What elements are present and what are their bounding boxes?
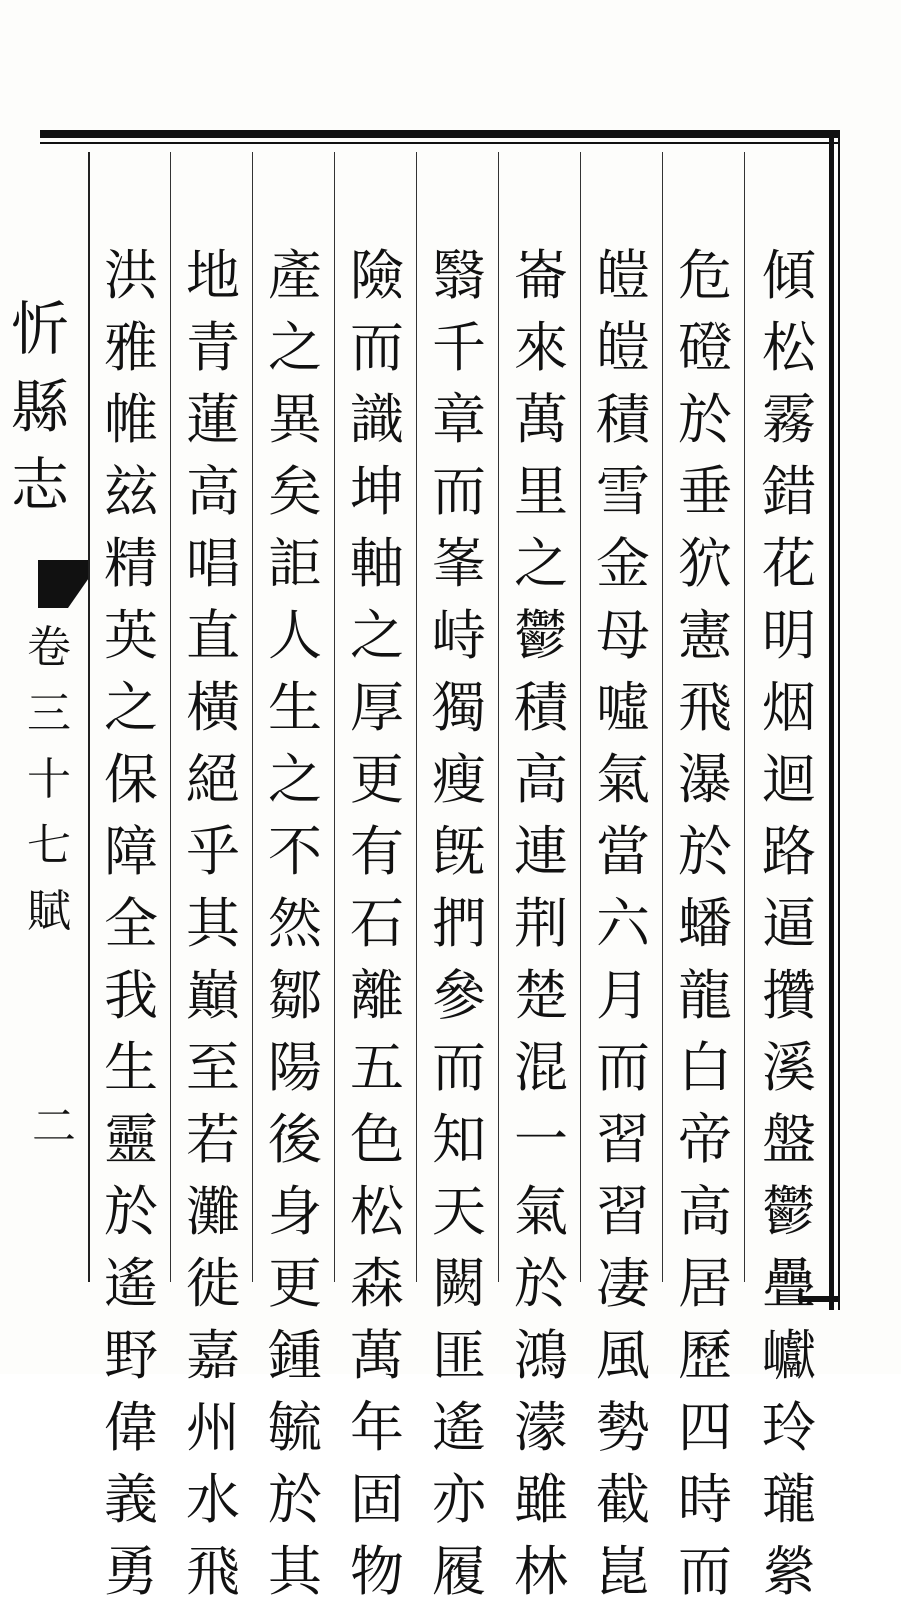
page-margin (0, 140, 88, 1300)
text-character: 人 (268, 604, 322, 667)
text-character: 生 (104, 1036, 158, 1099)
text-character: 勇 (104, 1540, 158, 1603)
text-character: 歷 (678, 1324, 732, 1387)
text-character: 不 (268, 820, 322, 883)
text-character: 地 (186, 244, 240, 307)
chapter-character: 賦 (27, 886, 71, 937)
text-character: 峯 (432, 532, 486, 595)
text-character: 高 (678, 1180, 732, 1243)
text-character: 矣 (268, 460, 322, 523)
text-character: 混 (514, 1036, 568, 1099)
text-character: 州 (186, 1396, 240, 1459)
text-character: 於 (514, 1252, 568, 1315)
text-character: 野 (104, 1324, 158, 1387)
fish-tail-mark-icon (38, 560, 88, 608)
text-character: 松 (762, 316, 816, 379)
text-character: 明 (762, 604, 816, 667)
text-character: 天 (432, 1180, 486, 1243)
text-column-5 (418, 240, 500, 1603)
text-character: 身 (268, 1180, 322, 1243)
text-character: 而 (678, 1540, 732, 1603)
text-character: 其 (268, 1540, 322, 1603)
text-character: 偉 (104, 1396, 158, 1459)
text-character: 勢 (596, 1396, 650, 1459)
text-character: 水 (186, 1468, 240, 1531)
text-character: 連 (514, 820, 568, 883)
text-character: 崙 (514, 244, 568, 307)
text-character: 濛 (514, 1396, 568, 1459)
text-character: 噓 (596, 676, 650, 739)
text-character: 玲 (762, 1396, 816, 1459)
text-character: 松 (350, 1180, 404, 1243)
text-character: 來 (514, 316, 568, 379)
text-character: 固 (350, 1468, 404, 1531)
text-character: 里 (514, 460, 568, 523)
text-character: 遙 (104, 1252, 158, 1315)
text-character: 雪 (596, 460, 650, 523)
text-character: 毓 (268, 1396, 322, 1459)
text-character: 一 (514, 1108, 568, 1171)
text-character: 風 (596, 1324, 650, 1387)
text-character: 危 (678, 244, 732, 307)
text-character: 峙 (432, 604, 486, 667)
text-character: 荆 (514, 892, 568, 955)
chapter-character: 十 (27, 754, 71, 805)
text-character: 逼 (762, 892, 816, 955)
text-character: 鄒 (268, 964, 322, 1027)
chapter-character: 三 (27, 688, 71, 739)
text-column-3 (582, 240, 664, 1603)
text-character: 帷 (104, 388, 158, 451)
text-column-6 (336, 240, 418, 1603)
text-character: 識 (350, 388, 404, 451)
text-character: 四 (678, 1396, 732, 1459)
text-character: 年 (350, 1396, 404, 1459)
text-character: 精 (104, 532, 158, 595)
text-character: 險 (350, 244, 404, 307)
text-character: 花 (762, 532, 816, 595)
text-character: 於 (678, 388, 732, 451)
text-character: 積 (596, 388, 650, 451)
text-character: 烟 (762, 676, 816, 739)
text-character: 更 (350, 748, 404, 811)
text-character: 至 (186, 1036, 240, 1099)
chapter-label (14, 615, 84, 945)
text-character: 路 (762, 820, 816, 883)
text-character: 積 (514, 676, 568, 739)
title-character: 縣 (10, 373, 69, 441)
text-character: 六 (596, 892, 650, 955)
text-character: 雖 (514, 1468, 568, 1531)
text-character: 之 (268, 748, 322, 811)
text-character: 直 (186, 604, 240, 667)
text-character: 靈 (104, 1108, 158, 1171)
text-character: 我 (104, 964, 158, 1027)
text-character: 之 (350, 604, 404, 667)
text-character: 然 (268, 892, 322, 955)
text-character: 母 (596, 604, 650, 667)
text-character: 生 (268, 676, 322, 739)
text-character: 離 (350, 964, 404, 1027)
text-character: 鬱 (514, 604, 568, 667)
text-character: 蟠 (678, 892, 732, 955)
text-column-1 (748, 240, 830, 1603)
right-border-inner-rule (838, 130, 840, 1310)
text-character: 玆 (104, 460, 158, 523)
text-character: 攢 (762, 964, 816, 1027)
text-character: 高 (186, 460, 240, 523)
text-character: 高 (514, 748, 568, 811)
text-character: 障 (104, 820, 158, 883)
text-character: 蓮 (186, 388, 240, 451)
text-character: 萬 (350, 1324, 404, 1387)
text-character: 異 (268, 388, 322, 451)
title-character: 忻 (10, 295, 69, 363)
text-column-2 (664, 240, 746, 1603)
text-character: 唱 (186, 532, 240, 595)
text-character: 瀑 (678, 748, 732, 811)
text-character: 凄 (596, 1252, 650, 1315)
text-character: 絕 (186, 748, 240, 811)
text-character: 當 (596, 820, 650, 883)
text-character: 月 (596, 964, 650, 1027)
text-character: 森 (350, 1252, 404, 1315)
text-character: 鴻 (514, 1324, 568, 1387)
text-character: 闕 (432, 1252, 486, 1315)
text-character: 嘉 (186, 1324, 240, 1387)
text-character: 瓏 (762, 1468, 816, 1531)
text-character: 亦 (432, 1468, 486, 1531)
text-character: 更 (268, 1252, 322, 1315)
text-character: 居 (678, 1252, 732, 1315)
text-character: 橫 (186, 676, 240, 739)
text-character: 於 (268, 1468, 322, 1531)
text-character: 洪 (104, 244, 158, 307)
text-character: 林 (514, 1540, 568, 1603)
folio-number: 二 (32, 1101, 76, 1152)
text-character: 氣 (596, 748, 650, 811)
text-character: 後 (268, 1108, 322, 1171)
text-character: 軸 (350, 532, 404, 595)
text-character: 縈 (762, 1540, 816, 1603)
text-character: 捫 (432, 892, 486, 955)
text-character: 產 (268, 244, 322, 307)
text-character: 色 (350, 1108, 404, 1171)
text-character: 石 (350, 892, 404, 955)
text-character: 遙 (432, 1396, 486, 1459)
text-character: 陽 (268, 1036, 322, 1099)
text-character: 鍾 (268, 1324, 322, 1387)
text-character: 習 (596, 1180, 650, 1243)
book-title (0, 290, 80, 524)
text-character: 截 (596, 1468, 650, 1531)
text-character: 皚 (596, 316, 650, 379)
text-character: 垂 (678, 460, 732, 523)
text-character: 五 (350, 1036, 404, 1099)
text-character: 而 (432, 460, 486, 523)
text-character: 徙 (186, 1252, 240, 1315)
text-character: 疊 (762, 1252, 816, 1315)
text-column-9 (90, 240, 172, 1603)
text-column-4 (500, 240, 582, 1603)
text-character: 龍 (678, 964, 732, 1027)
text-character: 崑 (596, 1540, 650, 1603)
text-character: 章 (432, 388, 486, 451)
text-character: 巘 (762, 1324, 816, 1387)
top-border-rule (40, 130, 838, 138)
text-character: 金 (596, 532, 650, 595)
text-character: 瘦 (432, 748, 486, 811)
text-character: 乎 (186, 820, 240, 883)
text-character: 義 (104, 1468, 158, 1531)
text-character: 楚 (514, 964, 568, 1027)
text-character: 其 (186, 892, 240, 955)
text-character: 獨 (432, 676, 486, 739)
text-character: 於 (678, 820, 732, 883)
text-character: 參 (432, 964, 486, 1027)
text-character: 氣 (514, 1180, 568, 1243)
text-character: 詎 (268, 532, 322, 595)
text-character: 飛 (678, 676, 732, 739)
text-character: 翳 (432, 244, 486, 307)
text-character: 旣 (432, 820, 486, 883)
text-character: 霧 (762, 388, 816, 451)
text-character: 英 (104, 604, 158, 667)
text-character: 物 (350, 1540, 404, 1603)
text-character: 雅 (104, 316, 158, 379)
text-character: 憲 (678, 604, 732, 667)
text-character: 磴 (678, 316, 732, 379)
text-character: 厚 (350, 676, 404, 739)
text-character: 青 (186, 316, 240, 379)
text-character: 匪 (432, 1324, 486, 1387)
text-character: 而 (432, 1036, 486, 1099)
chapter-character: 卷 (27, 622, 71, 673)
text-character: 習 (596, 1108, 650, 1171)
text-character: 之 (514, 532, 568, 595)
text-character: 飛 (186, 1540, 240, 1603)
text-character: 鬱 (762, 1180, 816, 1243)
text-character: 狖 (678, 532, 732, 595)
text-character: 坤 (350, 460, 404, 523)
text-character: 盤 (762, 1108, 816, 1171)
text-character: 傾 (762, 244, 816, 307)
text-character: 履 (432, 1540, 486, 1603)
text-character: 之 (268, 316, 322, 379)
text-character: 灘 (186, 1180, 240, 1243)
text-character: 之 (104, 676, 158, 739)
text-character: 帝 (678, 1108, 732, 1171)
title-character: 志 (10, 451, 69, 519)
text-character: 溪 (762, 1036, 816, 1099)
text-column-7 (254, 240, 336, 1603)
text-column-8 (172, 240, 254, 1603)
text-character: 時 (678, 1468, 732, 1531)
text-character: 錯 (762, 460, 816, 523)
top-border-inner-rule (40, 142, 838, 144)
text-character: 千 (432, 316, 486, 379)
text-character: 有 (350, 820, 404, 883)
text-character: 萬 (514, 388, 568, 451)
text-character: 若 (186, 1108, 240, 1171)
text-character: 保 (104, 748, 158, 811)
text-character: 迴 (762, 748, 816, 811)
text-character: 於 (104, 1180, 158, 1243)
text-character: 而 (596, 1036, 650, 1099)
text-character: 白 (678, 1036, 732, 1099)
text-character: 全 (104, 892, 158, 955)
text-character: 知 (432, 1108, 486, 1171)
text-character: 皚 (596, 244, 650, 307)
text-character: 巔 (186, 964, 240, 1027)
chapter-character: 七 (27, 820, 71, 871)
text-character: 而 (350, 316, 404, 379)
